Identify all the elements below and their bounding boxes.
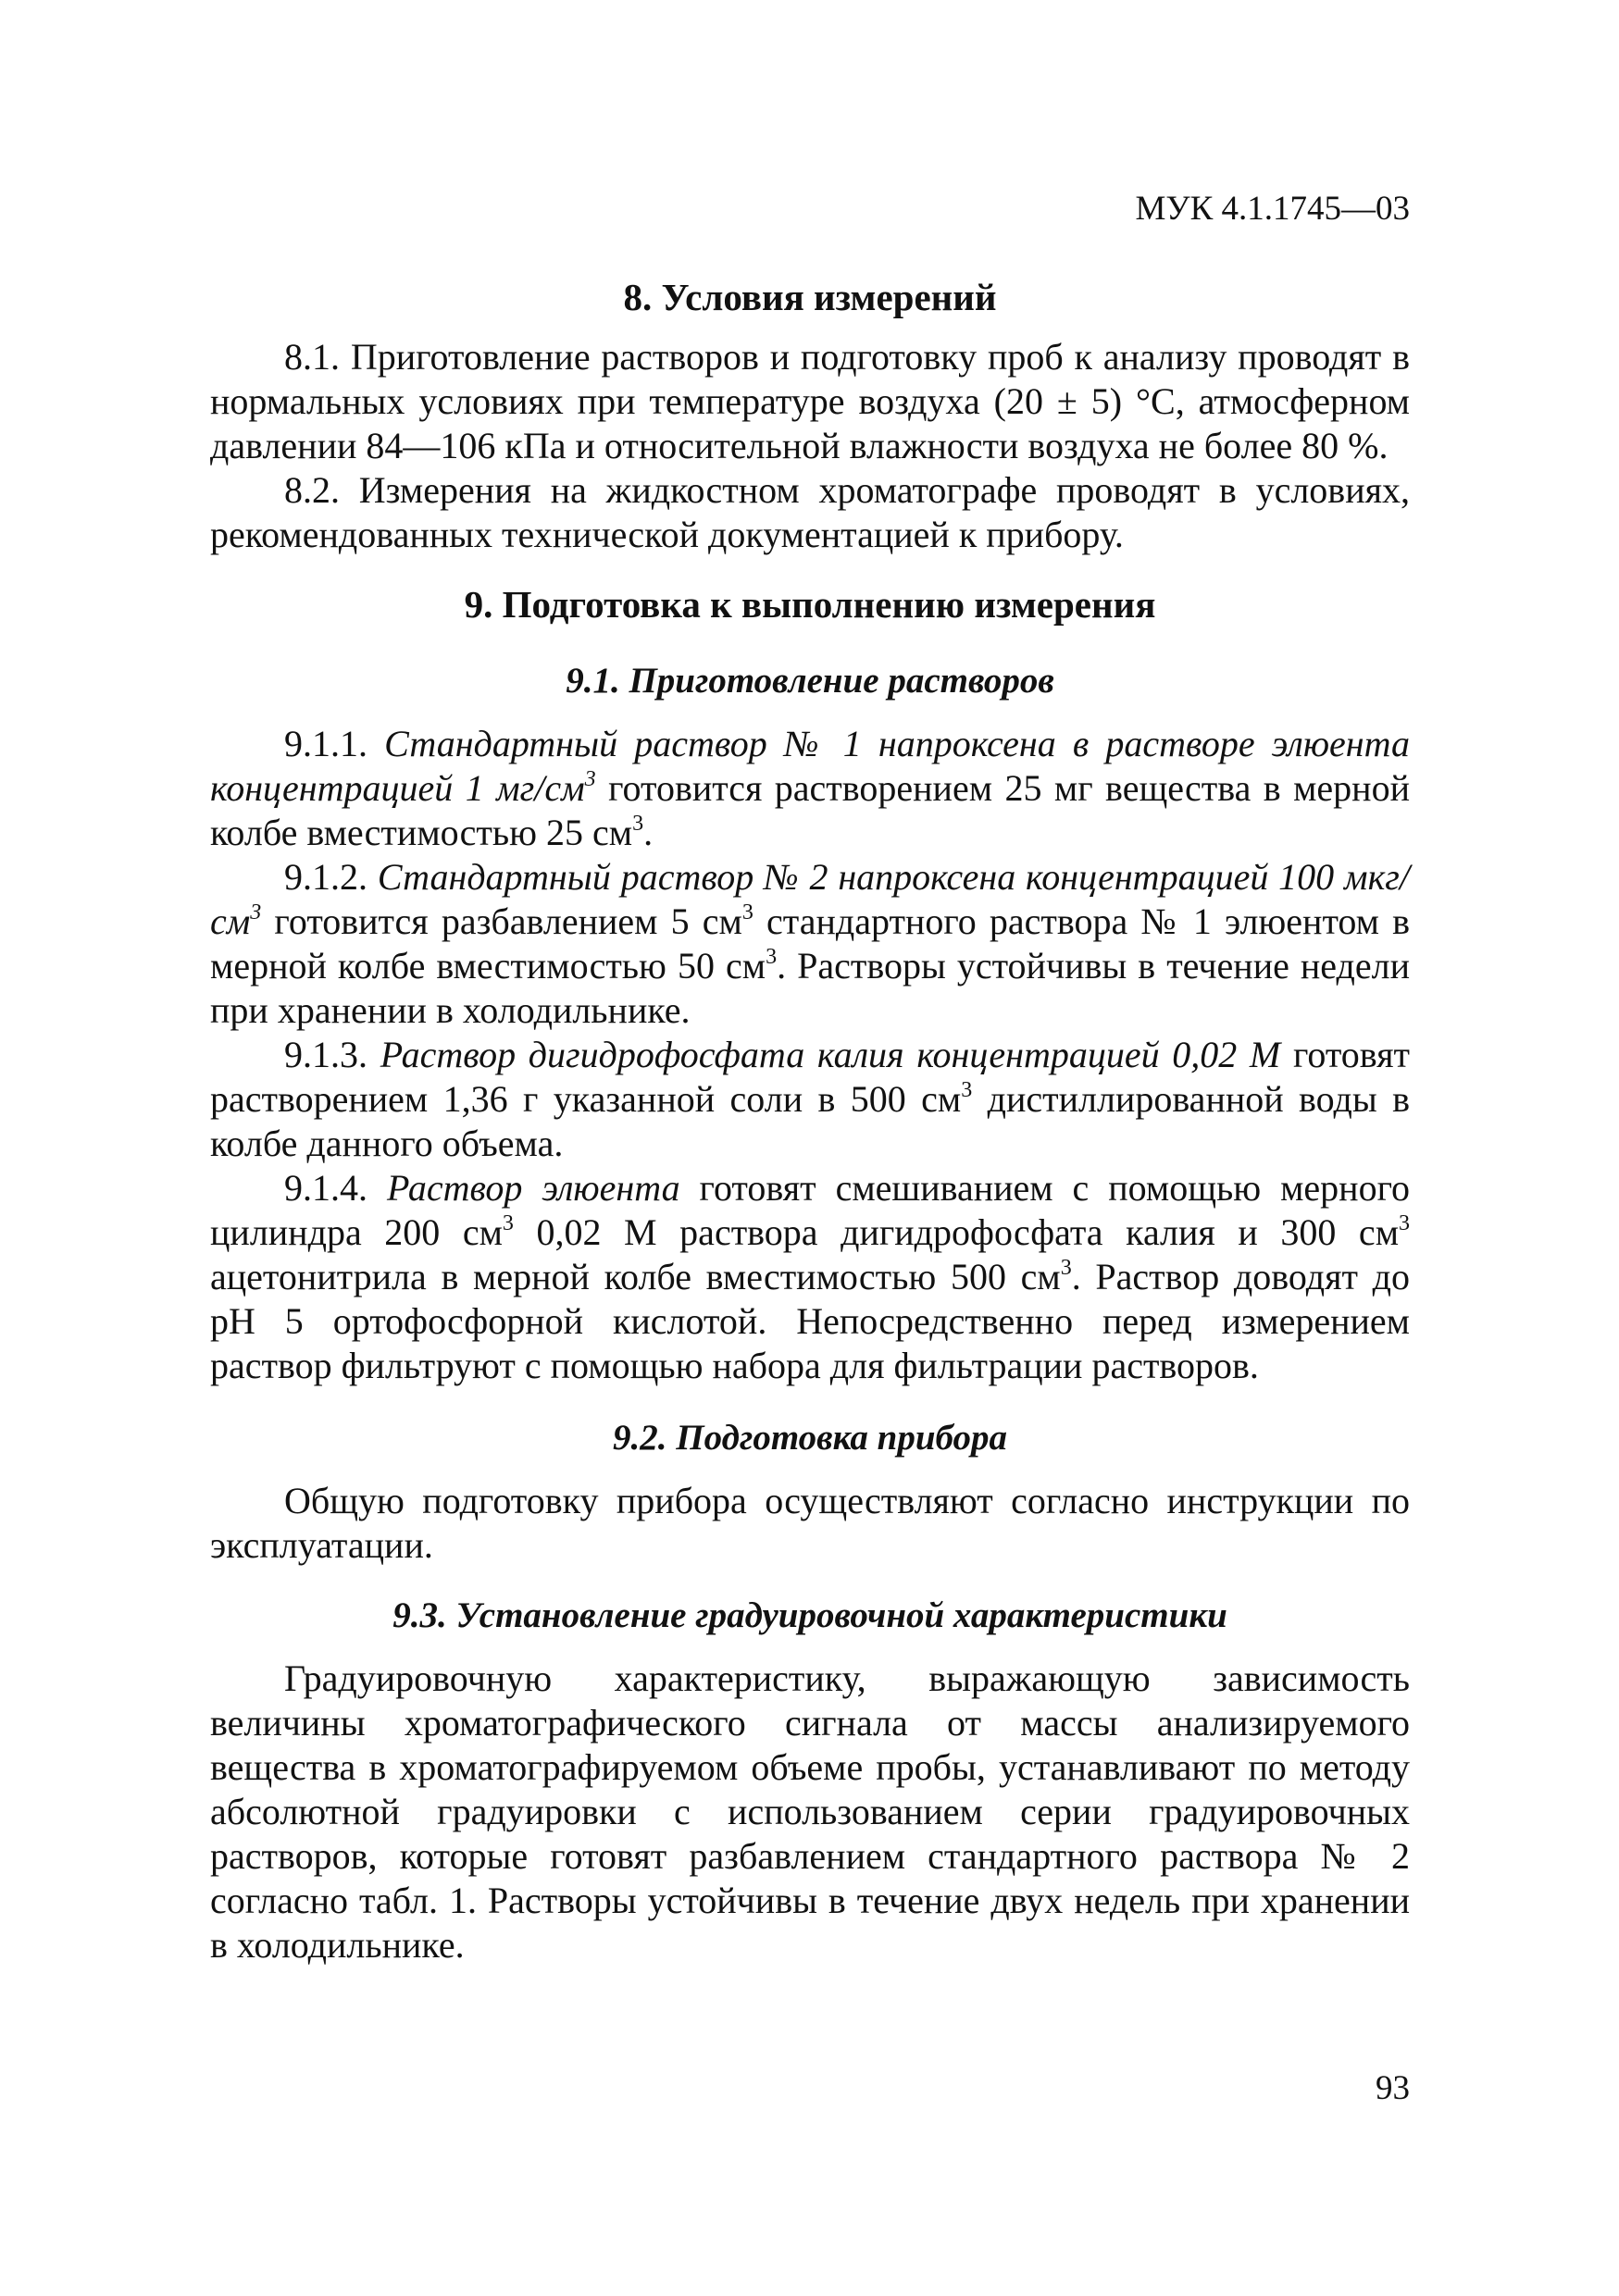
paragraph-text: стандартного раствора № 1 элюентом в мерной колбе вместимостью 50 см <box>210 900 1410 987</box>
superscript: 3 <box>250 900 262 925</box>
paragraph-9-2: Общую подготовку прибора осуществляют согласно инструкции по эксплуатации. <box>210 1480 1410 1566</box>
section-9-title: 9. Подготовка к выполнению измерения <box>464 583 1156 626</box>
paragraph-text: готовится растворением 25 мг вещества в мерной колбе вместимостью 25 см <box>210 767 1410 853</box>
paragraph-9-1-1 <box>210 722 1410 855</box>
superscript: 3 <box>1060 1255 1072 1280</box>
item-number: 9.1.2. <box>284 856 378 898</box>
superscript: 3 <box>1399 1210 1410 1235</box>
superscript: 3 <box>961 1077 973 1102</box>
paragraph-text: . <box>643 812 654 853</box>
page-number: 93 <box>1376 2069 1410 2107</box>
italic-term: Стандартный раствор № 1 напроксена в растворе элюента концентрацией 1 мг/см <box>210 723 1411 809</box>
item-number: 9.1.3. <box>284 1034 380 1075</box>
paragraph-9-1-4 <box>210 1166 1410 1388</box>
subsection-9-3-title: 9.3. Установление градуировочной характеристики <box>392 1595 1227 1635</box>
paragraph-text: 0,02 М раствора дигидрофосфата калия и 300 см <box>513 1211 1399 1253</box>
section-8-title: 8. Условия измерений <box>623 276 997 318</box>
paragraph-text: . Растворы устойчивы в течение недели при хранении в холодильнике. <box>210 945 1410 1031</box>
paragraph-text: ацетонитрила в мерной колбе вместимостью 500 см <box>210 1256 1061 1297</box>
italic-term: Стандартный раствор № 2 напроксена концентрацией 100 мкг/см <box>210 856 1410 942</box>
item-number: 9.1.4. <box>284 1167 387 1209</box>
item-number: 9.1.1. <box>284 723 385 764</box>
paragraph-text: готовят растворением 1,36 г указанной соли в 500 см <box>210 1034 1411 1120</box>
paragraph-text: готовится разбавлением 5 см <box>261 900 742 942</box>
paragraph-text: . Раствор доводят до рН 5 ортофосфорной кислотой. Непосредственно перед измерением раствор фильтруют с помощью набора для фильтрации растворов. <box>210 1256 1410 1386</box>
paragraph-8-2: 8.2. Измерения на жидкостном хроматографе проводят в условиях, рекомендованных технической документацией к прибору. <box>210 469 1410 555</box>
paragraph-text: дистиллированной воды в колбе данного объема. <box>210 1078 1410 1164</box>
superscript: 3 <box>741 900 753 925</box>
italic-term: Раствор элюента <box>386 1167 680 1209</box>
subsection-9-1-title: 9.1. Приготовление растворов <box>566 661 1054 701</box>
page-content <box>210 274 1410 1967</box>
paragraph-8-1: 8.1. Приготовление растворов и подготовку проб к анализу проводят в нормальных условиях при температуре воздуха (20 ± 5) °С, атмосферном давлении 84—106 кПа и относительной влажности воздуха не более 80 %. <box>210 336 1410 466</box>
italic-term: Раствор дигидрофосфата калия концентрацией 0,02 М <box>380 1034 1281 1075</box>
superscript: 3 <box>502 1210 514 1235</box>
superscript: 3 <box>766 944 778 969</box>
running-header: МУК 4.1.1745—03 <box>1135 190 1410 228</box>
paragraph-9-1-2 <box>210 855 1410 1033</box>
paragraph-9-3: Градуировочную характеристику, выражающую зависимость величины хроматографического сигнала от массы анализируемого вещества в хроматографируемом объеме пробы, устанавливают по методу абсолютной градуировки с использованием серии градуировочных растворов, которые готовят разбавлением стандартного раствора № 2 согласно табл. 1. Растворы устойчивы в течение двух недель при хранении в холодильнике. <box>210 1657 1410 1966</box>
superscript: 3 <box>584 766 596 791</box>
paragraph-text: готовят смешиванием с помощью мерного цилиндра 200 см <box>210 1167 1410 1253</box>
subsection-9-2-title: 9.2. Подготовка прибора <box>613 1418 1007 1458</box>
superscript: 3 <box>632 811 644 836</box>
paragraph-9-1-3 <box>210 1033 1410 1166</box>
